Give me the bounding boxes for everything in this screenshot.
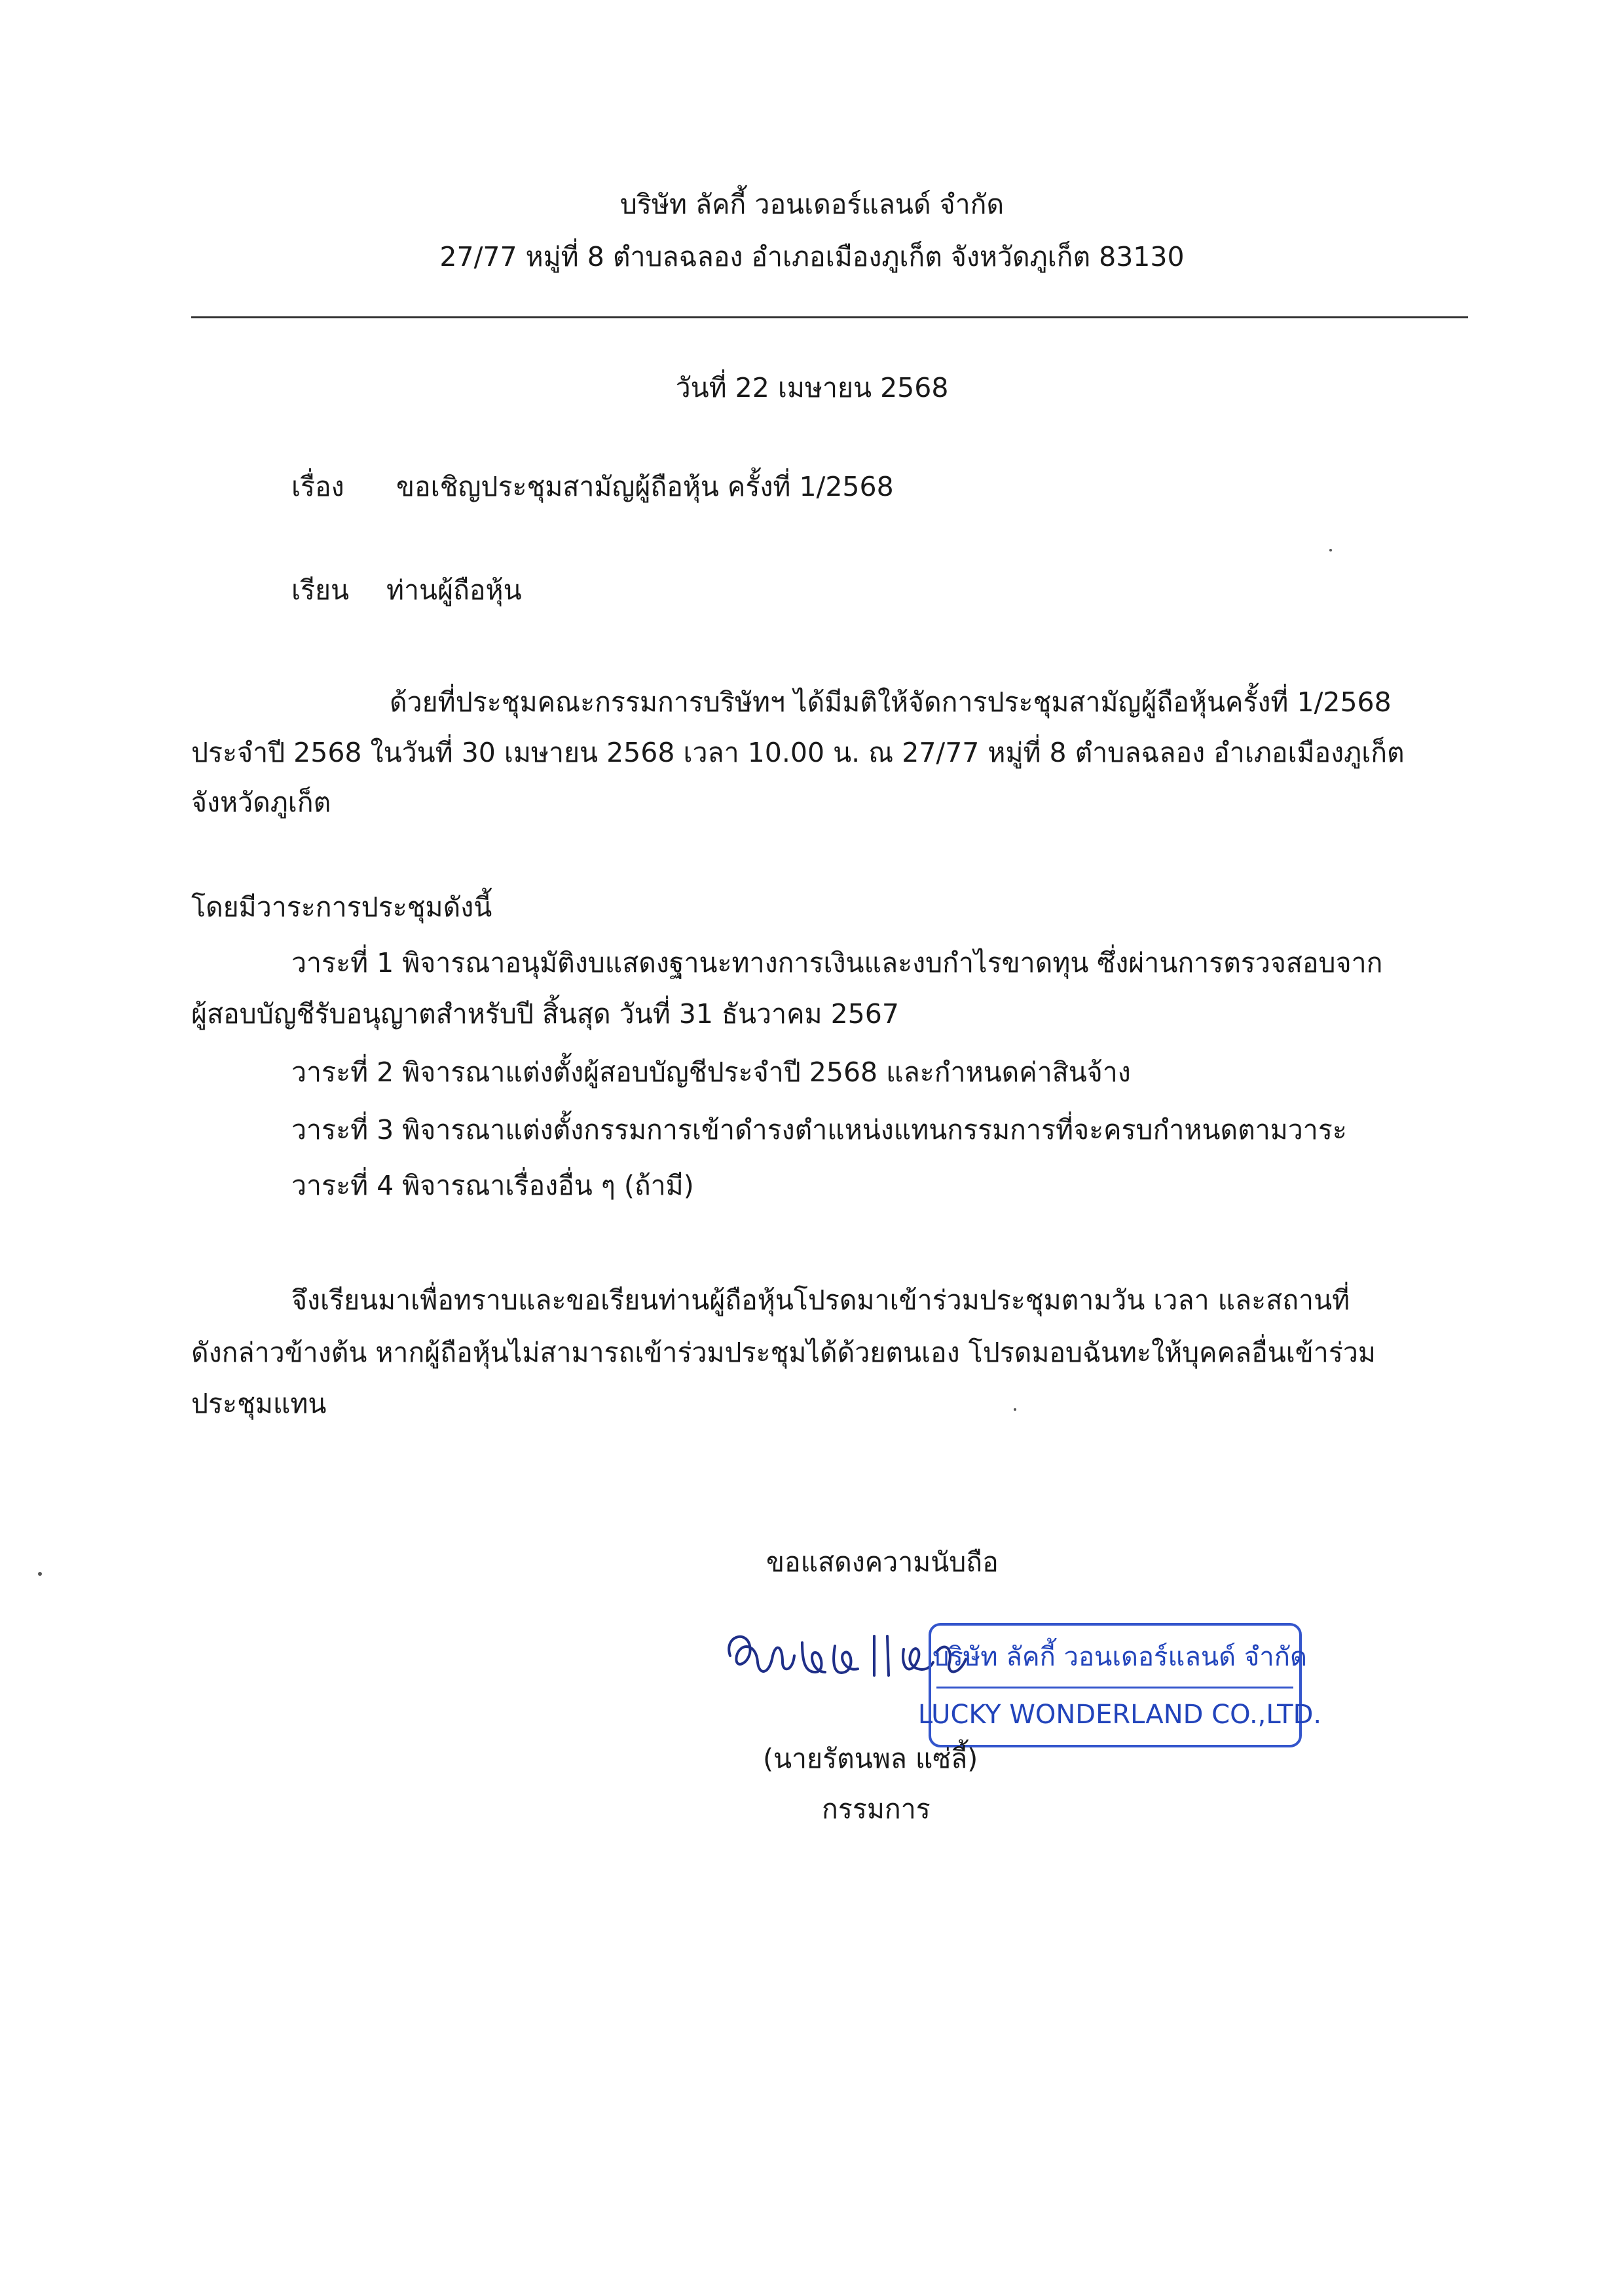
stamp-english-name: LUCKY WONDERLAND CO.,LTD. bbox=[917, 1700, 1322, 1730]
company-address: 27/77 หมู่ที่ 8 ตำบลฉลอง อำเภอเมืองภูเก็ต จังหวัดภูเก็ต 83130 bbox=[439, 241, 1185, 272]
stamp-divider bbox=[936, 1687, 1293, 1689]
closing-line-2: ดังกล่าวข้างต้น หากผู้ถือหุ้นไม่สามารถเข้าร่วมประชุมได้ด้วยตนเอง โปรดมอบฉันทะให้บุคคลอื่นเข้าร่วม bbox=[191, 1337, 1376, 1368]
scan-speck bbox=[1014, 1408, 1016, 1411]
letterhead-divider bbox=[191, 316, 1468, 318]
agenda-item-4: วาระที่ 4 พิจารณาเรื่องอื่น ๆ (ถ้ามี) bbox=[291, 1170, 694, 1201]
subject-label: เรื่อง bbox=[291, 471, 344, 502]
agenda-item-2: วาระที่ 2 พิจารณาแต่งตั้งผู้สอบบัญชีประจำปี 2568 และกำหนดค่าสินจ้าง bbox=[291, 1056, 1131, 1088]
recipient-text: ท่านผู้ถือหุ้น bbox=[386, 574, 522, 606]
subject-text: ขอเชิญประชุมสามัญผู้ถือหุ้น ครั้งที่ 1/2568 bbox=[396, 471, 894, 502]
intro-line-1: ด้วยที่ประชุมคณะกรรมการบริษัทฯ ได้มีมติให้จัดการประชุมสามัญผู้ถือหุ้นครั้งที่ 1/2568 bbox=[390, 686, 1392, 718]
company-name: บริษัท ลัคกี้ วอนเดอร์แลนด์ จำกัด bbox=[619, 189, 1005, 220]
agenda-heading: โดยมีวาระการประชุมดังนี้ bbox=[191, 891, 492, 923]
signatory-name: (นายรัตนพล แซ่ลี้) bbox=[763, 1743, 978, 1774]
agenda-item-1-line-1: วาระที่ 1 พิจารณาอนุมัติงบแสดงฐานะทางการเงินและงบกำไรขาดทุน ซึ่งผ่านการตรวจสอบจาก bbox=[291, 947, 1383, 979]
closing-line-3: ประชุมแทน bbox=[191, 1388, 327, 1419]
stamp-thai-name: บริษัท ลัคกี้ วอนเดอร์แลนด์ จำกัด bbox=[932, 1642, 1307, 1672]
closing-salutation: ขอแสดงความนับถือ bbox=[766, 1546, 999, 1578]
scan-speck bbox=[1329, 549, 1332, 551]
signatory-title: กรรมการ bbox=[822, 1793, 931, 1825]
agenda-item-1-line-2: ผู้สอบบัญชีรับอนุญาตสำหรับปี สิ้นสุด วันที่ 31 ธันวาคม 2567 bbox=[191, 998, 899, 1030]
agenda-item-3: วาระที่ 3 พิจารณาแต่งตั้งกรรมการเข้าดำรงตำแหน่งแทนกรรมการที่จะครบกำหนดตามวาระ bbox=[291, 1114, 1347, 1146]
scan-speck bbox=[38, 1572, 42, 1576]
recipient-label: เรียน bbox=[291, 574, 350, 606]
intro-line-2: ประจำปี 2568 ในวันที่ 30 เมษายน 2568 เวลา 10.00 น. ณ 27/77 หมู่ที่ 8 ตำบลฉลอง อำเภอเมืองภูเก็ต bbox=[191, 737, 1405, 768]
letter-date: วันที่ 22 เมษายน 2568 bbox=[675, 372, 949, 403]
closing-line-1: จึงเรียนมาเพื่อทราบและขอเรียนท่านผู้ถือหุ้นโปรดมาเข้าร่วมประชุมตามวัน เวลา และสถานที่ bbox=[291, 1284, 1350, 1316]
intro-line-3: จังหวัดภูเก็ต bbox=[191, 787, 331, 818]
